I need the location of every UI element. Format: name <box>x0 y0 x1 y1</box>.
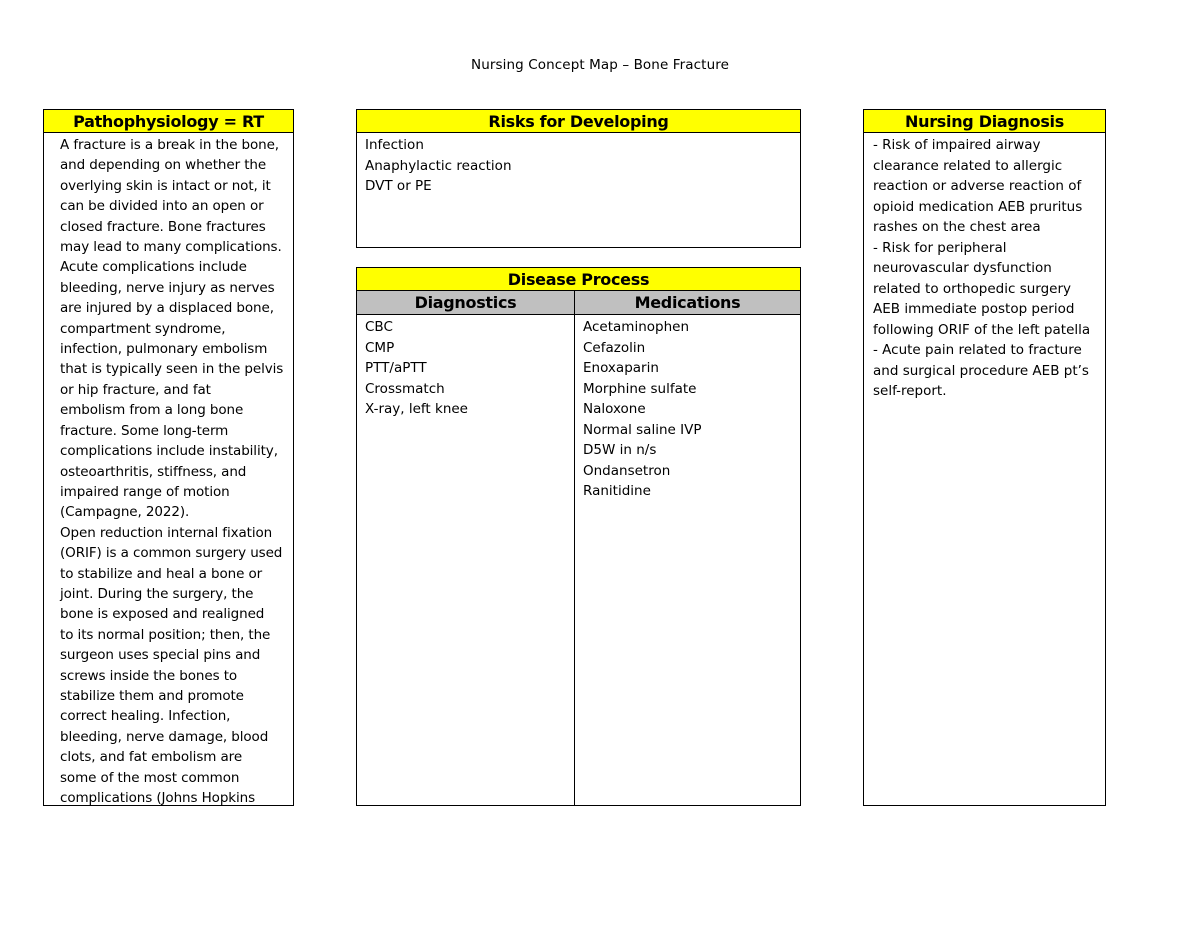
risk-item: Infection <box>365 137 424 153</box>
medications-column <box>575 314 800 805</box>
medication-item: Enoxaparin <box>583 360 659 376</box>
pathophysiology-line: joint. During the surgery, the <box>60 585 254 602</box>
pathophysiology-line: correct healing. Infection, <box>60 708 231 725</box>
nursing-diagnosis-line: - Risk for peripheral <box>873 239 1007 256</box>
pathophysiology-line: and depending on whether the <box>60 157 267 174</box>
nursing-diagnosis-line: - Risk of impaired airway <box>873 137 1041 153</box>
pathophysiology-line: can be divided into an open or <box>60 198 264 215</box>
disease-process-box <box>356 267 801 806</box>
nursing-diagnosis-line: rashes on the chest area <box>873 219 1041 235</box>
medication-item: Normal saline IVP <box>583 421 702 438</box>
medication-item: Acetaminophen <box>583 319 689 335</box>
nursing-diagnosis-line: - Acute pain related to fracture <box>873 342 1082 358</box>
nursing-diagnosis-text <box>864 133 1105 402</box>
medication-item: D5W in n/s <box>583 442 657 458</box>
pathophysiology-line: (ORIF) is a common surgery used <box>60 545 283 562</box>
pathophysiology-line: or hip fracture, and fat <box>60 381 211 398</box>
nursing-diagnosis-line: AEB immediate postop period <box>873 301 1075 317</box>
nursing-diagnosis-line: self-report. <box>873 383 947 399</box>
medication-item: Ranitidine <box>583 483 651 499</box>
pathophysiology-line: complications include instability, <box>60 443 278 460</box>
pathophysiology-line: impaired range of motion <box>60 483 230 500</box>
pathophysiology-line: bone is exposed and realigned <box>60 606 265 623</box>
diagnostics-column <box>357 314 575 805</box>
nursing-diagnosis-line: and surgical procedure AEB pt’s <box>873 362 1089 379</box>
pathophysiology-line: osteoarthritis, stiffness, and <box>60 463 247 480</box>
risk-item: DVT or PE <box>365 178 432 194</box>
pathophysiology-line: embolism from a long bone <box>60 402 244 419</box>
medication-item: Ondansetron <box>583 462 671 479</box>
risk-item: Anaphylactic reaction <box>365 157 512 174</box>
diagnostic-item: CMP <box>365 339 395 356</box>
medication-item: Cefazolin <box>583 339 646 356</box>
pathophysiology-line: to its normal position; then, the <box>60 626 271 643</box>
diagnostic-item: CBC <box>365 319 393 335</box>
medication-item: Naloxone <box>583 401 646 417</box>
pathophysiology-text <box>44 133 293 808</box>
nursing-diagnosis-line: neurovascular dysfunction <box>873 260 1052 276</box>
diagnostic-item: PTT/aPTT <box>365 360 427 376</box>
pathophysiology-line: (Campagne, 2022). <box>60 504 190 521</box>
nursing-diagnosis-box <box>863 109 1106 806</box>
pathophysiology-line: Acute complications include <box>60 259 247 276</box>
medications-header: Medications <box>634 293 741 312</box>
pathophysiology-line: closed fracture. Bone fractures <box>60 218 266 235</box>
pathophysiology-line: some of the most common <box>60 769 240 786</box>
disease-process-header: Disease Process <box>357 268 800 291</box>
risks-list <box>357 133 800 197</box>
pathophysiology-line: bleeding, nerve damage, blood <box>60 728 269 745</box>
risks-box <box>356 109 801 248</box>
risks-header: Risks for Developing <box>357 110 800 133</box>
pathophysiology-line: fracture. Some long-term <box>60 422 229 439</box>
pathophysiology-header: Pathophysiology = RT <box>44 110 293 133</box>
pathophysiology-line: Open reduction internal fixation <box>60 524 273 541</box>
pathophysiology-line: stabilize them and promote <box>60 687 244 704</box>
diagnostic-item: Crossmatch <box>365 380 445 397</box>
nursing-diagnosis-line: opioid medication AEB pruritus <box>873 198 1083 215</box>
nursing-diagnosis-line: following ORIF of the left patella <box>873 321 1091 338</box>
nursing-diagnosis-line: clearance related to allergic <box>873 157 1063 174</box>
diagnostic-item: X-ray, left knee <box>365 401 468 417</box>
page-title: Nursing Concept Map – Bone Fracture <box>471 57 729 73</box>
pathophysiology-line: compartment syndrome, <box>60 320 226 337</box>
pathophysiology-line: complications (Johns Hopkins <box>60 790 256 806</box>
pathophysiology-line: may lead to many complications. <box>60 239 282 256</box>
disease-process-subheader-row <box>357 291 800 315</box>
pathophysiology-line: clots, and fat embolism are <box>60 749 243 766</box>
pathophysiology-line: overlying skin is intact or not, it <box>60 177 271 194</box>
pathophysiology-line: bleeding, nerve injury as nerves <box>60 279 275 296</box>
pathophysiology-line: that is typically seen in the pelvis <box>60 361 284 378</box>
pathophysiology-line: infection, pulmonary embolism <box>60 341 268 358</box>
pathophysiology-line: are injured by a displaced bone, <box>60 300 274 317</box>
pathophysiology-box <box>43 109 294 806</box>
diagnostics-header: Diagnostics <box>357 291 575 314</box>
nursing-diagnosis-header: Nursing Diagnosis <box>864 110 1105 133</box>
pathophysiology-line: to stabilize and heal a bone or <box>60 565 263 582</box>
pathophysiology-line: A fracture is a break in the bone, <box>60 137 280 153</box>
pathophysiology-line: screws inside the bones to <box>60 667 238 684</box>
nursing-diagnosis-line: related to orthopedic surgery <box>873 280 1072 297</box>
medication-item: Morphine sulfate <box>583 380 697 397</box>
nursing-diagnosis-line: reaction or adverse reaction of <box>873 178 1082 194</box>
disease-process-columns <box>357 314 800 805</box>
pathophysiology-line: surgeon uses special pins and <box>60 647 261 664</box>
